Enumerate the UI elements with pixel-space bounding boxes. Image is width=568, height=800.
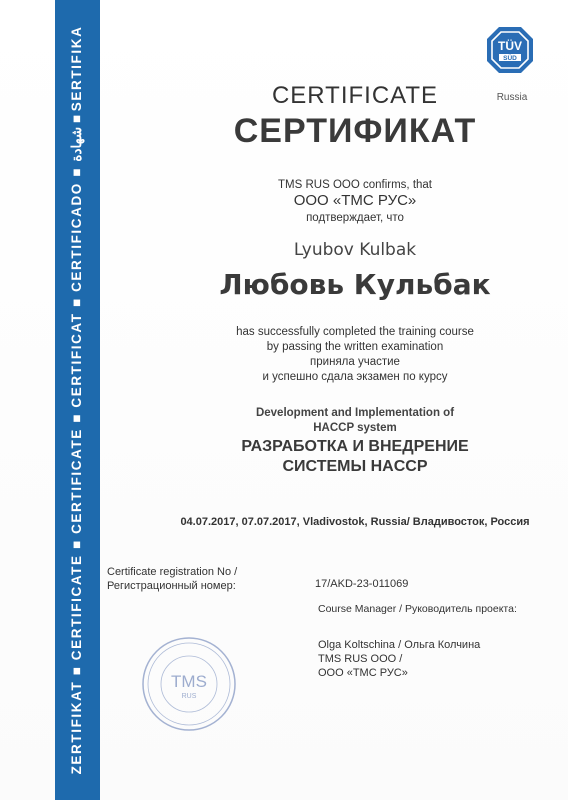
confirms-line-2: ООО «ТМС РУС» xyxy=(293,192,417,209)
person-name-ru: Любовь Кульбак xyxy=(219,268,491,301)
seal-stamp-icon xyxy=(140,635,238,733)
course-title-en xyxy=(150,406,560,436)
tuv-sud-logo-icon xyxy=(485,25,535,87)
confirms-line-3: подтверждает, что xyxy=(306,212,404,224)
seal-sub-text: RUS xyxy=(181,693,197,700)
side-band-text: ZERTIFIKAT ■ CERTIFICATE ■ CERTIFICATE ■ CERTIFICAT ■ CERTIFICADO ■ شهادة ■ SERTIFIKA xyxy=(69,25,84,775)
date-place: 04.07.2017, 07.07.2017, Vladivostok, Russia/ Владивосток, Россия xyxy=(180,516,530,528)
course-en-line-2: HACCP system xyxy=(313,422,397,434)
registration-label-en: Certificate registration No / xyxy=(107,566,238,578)
completion-line-4: и успешно сдала экзамен по курсу xyxy=(262,371,448,383)
logo-sub-text: SÜD xyxy=(503,55,517,62)
title-en: CERTIFICATE xyxy=(271,82,439,109)
registration-label xyxy=(107,565,237,593)
course-title-ru xyxy=(150,437,560,477)
manager-block xyxy=(318,638,480,680)
seal-logo-text: TMS xyxy=(171,672,207,691)
confirms-line-1: TMS RUS OOO confirms, that xyxy=(278,179,432,191)
course-en-line-1: Development and Implementation of xyxy=(255,407,455,419)
completion-line-1: has successfully completed the training course xyxy=(236,326,474,338)
completion-text xyxy=(150,325,560,385)
registration-label-ru: Регистрационный номер: xyxy=(107,580,236,592)
manager-org-ru: ООО «ТМС РУС» xyxy=(318,667,408,679)
manager-name: Olga Koltschina / Ольга Колчина xyxy=(318,639,481,651)
logo-country: Russia xyxy=(496,92,528,103)
logo-brand-text: TÜV xyxy=(498,39,522,53)
course-ru-line-1: РАЗРАБОТКА И ВНЕДРЕНИЕ xyxy=(241,438,469,455)
title-ru: СЕРТИФИКАТ xyxy=(233,112,477,150)
completion-line-2: by passing the written examination xyxy=(266,341,444,353)
course-ru-line-2: СИСТЕМЫ HACCP xyxy=(282,458,428,475)
completion-line-3: приняла участие xyxy=(310,356,400,368)
manager-label: Course Manager / Руководитель проекта: xyxy=(318,603,517,615)
registration-number: 17/AKD-23-011069 xyxy=(315,578,409,590)
manager-org-en: TMS RUS OOO / xyxy=(318,653,403,665)
person-name-en: Lyubov Kulbak xyxy=(293,240,417,260)
